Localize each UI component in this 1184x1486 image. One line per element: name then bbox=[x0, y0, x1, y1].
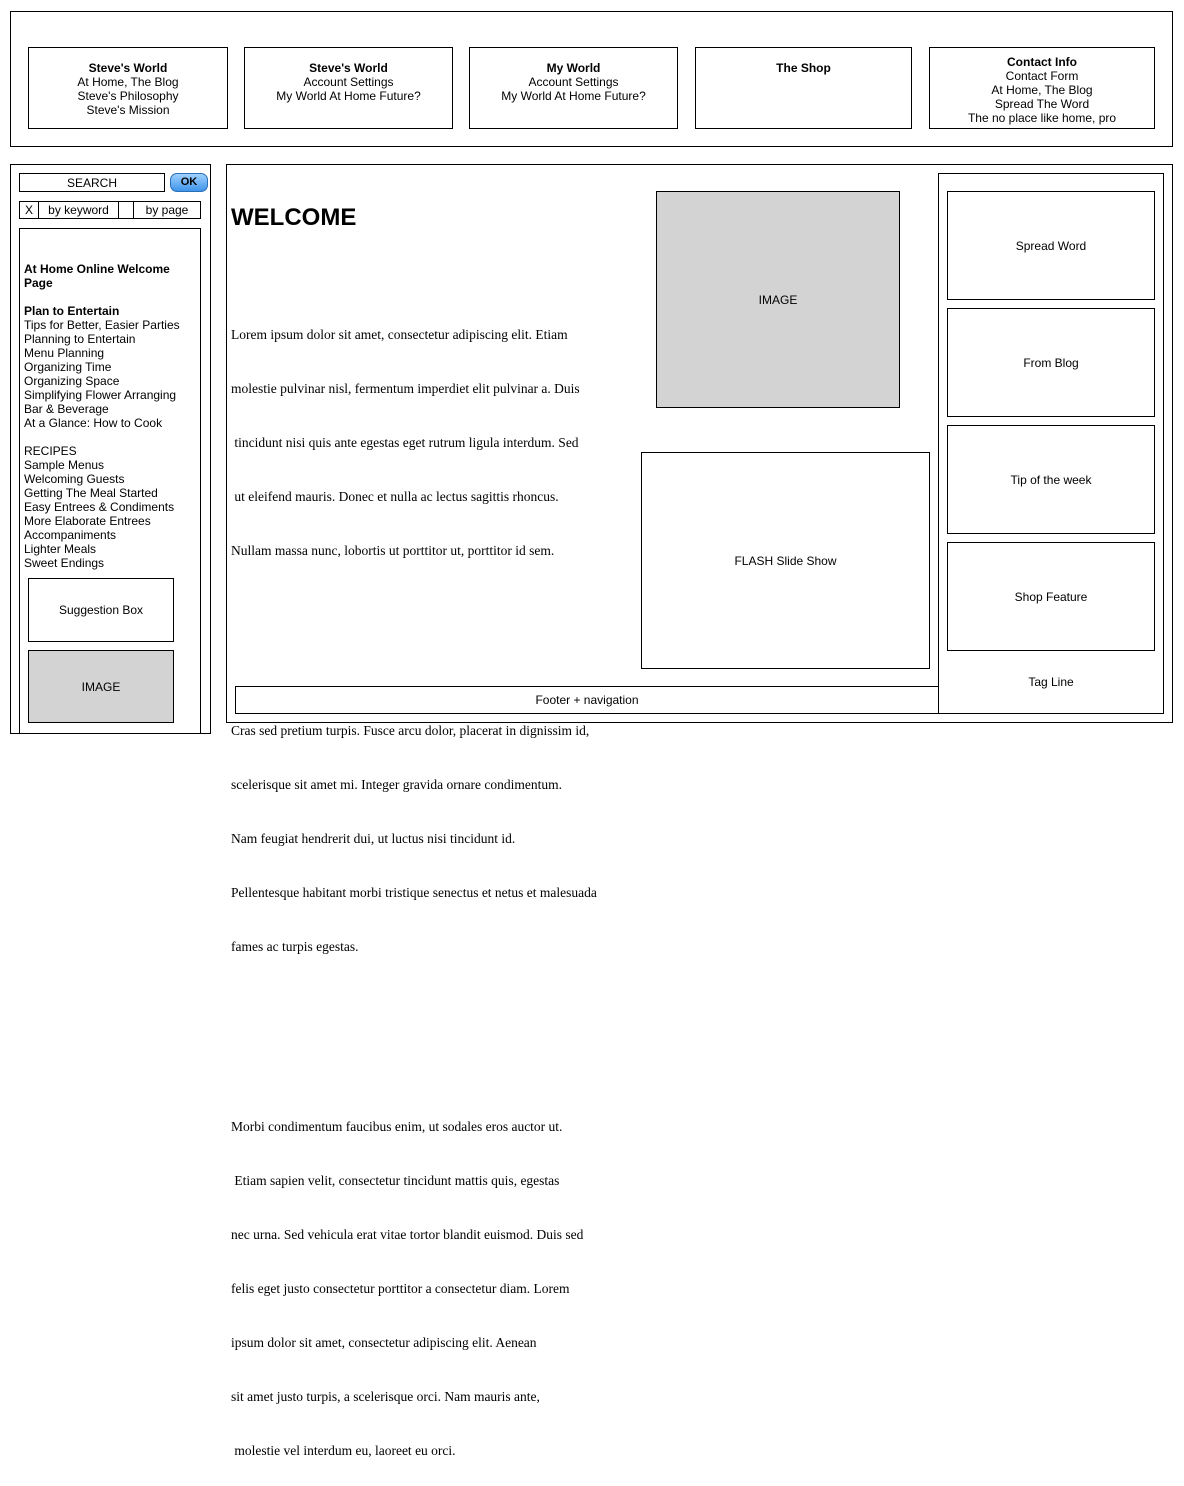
spread-word-box[interactable] bbox=[947, 191, 1155, 300]
by-page-label[interactable]: by page bbox=[145, 203, 189, 217]
search-ok-button[interactable]: OK bbox=[170, 173, 208, 192]
suggestion-box[interactable] bbox=[28, 578, 174, 642]
nav-my-world[interactable] bbox=[469, 47, 678, 129]
sidebar-heading-recipes: RECIPES bbox=[24, 444, 77, 458]
text-line: sit amet justo turpis, a scelerisque orci. Nam mauris ante, bbox=[231, 1389, 540, 1404]
nav-link[interactable]: Account Settings bbox=[303, 75, 394, 89]
close-icon[interactable]: X bbox=[24, 203, 33, 217]
search-clear-button[interactable] bbox=[19, 201, 39, 219]
sidebar-image-label: IMAGE bbox=[81, 679, 121, 694]
sidebar-item[interactable]: Lighter Meals bbox=[24, 542, 97, 556]
sidebar-item[interactable]: Organizing Space bbox=[24, 374, 120, 388]
main-image bbox=[656, 191, 900, 408]
nav-link[interactable]: Steve's Mission bbox=[86, 103, 170, 117]
text-line: Nullam massa nunc, lobortis ut porttitor ut, porttitor id sem. bbox=[231, 543, 555, 558]
text-line: Lorem ipsum dolor sit amet, consectetur adipiscing elit. Etiam bbox=[231, 327, 568, 342]
option-spacer bbox=[118, 201, 134, 219]
nav-link[interactable]: Account Settings bbox=[528, 75, 619, 89]
sidebar-item[interactable]: Sample Menus bbox=[24, 458, 105, 472]
article-body bbox=[231, 254, 651, 1486]
text-line: Etiam sapien velit, consectetur tincidunt mattis quis, egestas bbox=[231, 1173, 560, 1188]
nav-title[interactable]: The Shop bbox=[776, 61, 831, 75]
sidebar-item[interactable]: Welcoming Guests bbox=[24, 472, 125, 486]
nav-link[interactable]: Contact Form bbox=[1005, 69, 1079, 83]
paragraph bbox=[231, 290, 651, 596]
sidebar-item[interactable]: Sweet Endings bbox=[24, 556, 105, 570]
by-page-option[interactable] bbox=[133, 201, 201, 219]
nav-the-shop[interactable] bbox=[695, 47, 912, 129]
by-keyword-option[interactable] bbox=[38, 201, 119, 219]
text-line: molestie vel interdum eu, laoreet eu orci. bbox=[231, 1443, 456, 1458]
text-line: Morbi condimentum faucibus enim, ut sodales eros auctor ut. bbox=[231, 1119, 563, 1134]
paragraph bbox=[231, 686, 651, 992]
tip-of-week-box[interactable] bbox=[947, 425, 1155, 534]
sidebar-menu bbox=[24, 262, 199, 570]
search-label: SEARCH bbox=[66, 175, 117, 190]
sidebar-item[interactable]: Accompaniments bbox=[24, 528, 117, 542]
text-line: fames ac turpis egestas. bbox=[231, 939, 359, 954]
sidebar-item[interactable]: Planning to Entertain bbox=[24, 332, 136, 346]
sidebar-item[interactable]: Menu Planning bbox=[24, 346, 105, 360]
nav-title[interactable]: Steve's World bbox=[309, 61, 388, 75]
nav-title[interactable]: Contact Info bbox=[1007, 55, 1077, 69]
spread-word-label: Spread Word bbox=[1015, 238, 1087, 253]
text-line: Pellentesque habitant morbi tristique senectus et netus et malesuada bbox=[231, 885, 597, 900]
footer-navigation[interactable] bbox=[235, 686, 939, 714]
nav-link[interactable]: My World At Home Future? bbox=[501, 89, 646, 103]
text-line: ipsum dolor sit amet, consectetur adipiscing elit. Aenean bbox=[231, 1335, 537, 1350]
tip-label: Tip of the week bbox=[1010, 472, 1092, 487]
sidebar-image bbox=[28, 650, 174, 723]
sidebar-welcome-link[interactable]: At Home Online Welcome Page bbox=[24, 262, 170, 290]
sidebar-item[interactable]: Getting The Meal Started bbox=[24, 486, 158, 500]
sidebar-item[interactable]: More Elaborate Entrees bbox=[24, 514, 151, 528]
from-blog-box[interactable] bbox=[947, 308, 1155, 417]
nav-contact-info[interactable] bbox=[929, 47, 1155, 129]
text-line: felis eget justo consectetur porttitor a consectetur diam. Lorem bbox=[231, 1281, 570, 1296]
tag-line-label: Tag Line bbox=[1028, 675, 1074, 689]
nav-link[interactable]: At Home, The Blog bbox=[77, 75, 179, 89]
nav-steves-world-blog[interactable] bbox=[28, 47, 228, 129]
sidebar-heading-entertain: Plan to Entertain bbox=[24, 304, 120, 318]
by-keyword-label[interactable]: by keyword bbox=[48, 203, 109, 217]
nav-title[interactable]: My World bbox=[546, 61, 601, 75]
sidebar-item[interactable]: Simplifying Flower Arranging bbox=[24, 388, 177, 402]
text-line: Cras sed pretium turpis. Fusce arcu dolor, placerat in dignissim id, bbox=[231, 723, 590, 738]
nav-link[interactable]: The no place like home, pro bbox=[967, 111, 1117, 125]
nav-link[interactable]: My World At Home Future? bbox=[276, 89, 421, 103]
sidebar-item[interactable]: Organizing Time bbox=[24, 360, 112, 374]
tag-line bbox=[947, 672, 1155, 692]
text-line: scelerisque sit amet mi. Integer gravida ornare condimentum. bbox=[231, 777, 563, 792]
shop-feature-label: Shop Feature bbox=[1014, 589, 1088, 604]
sidebar-item[interactable]: Easy Entrees & Condiments bbox=[24, 500, 175, 514]
flash-slideshow[interactable] bbox=[641, 452, 930, 669]
flash-label: FLASH Slide Show bbox=[734, 553, 837, 568]
nav-steves-world-account[interactable] bbox=[244, 47, 453, 129]
text-line: tincidunt nisi quis ante egestas eget rutrum ligula interdum. Sed bbox=[231, 435, 579, 450]
text-line: nec urna. Sed vehicula erat vitae tortor blandit euismod. Duis sed bbox=[231, 1227, 584, 1242]
nav-link[interactable]: Steve's Philosophy bbox=[77, 89, 179, 103]
shop-feature-box[interactable] bbox=[947, 542, 1155, 651]
sidebar-item[interactable]: Bar & Beverage bbox=[24, 402, 109, 416]
nav-link[interactable]: Spread The Word bbox=[994, 97, 1090, 111]
nav-title[interactable]: Steve's World bbox=[88, 61, 168, 75]
text-line: Nam feugiat hendrerit dui, ut luctus nisi tincidunt id. bbox=[231, 831, 516, 846]
search-input[interactable] bbox=[19, 173, 165, 192]
text-line: ut eleifend mauris. Donec et nulla ac lectus sagittis rhoncus. bbox=[231, 489, 559, 504]
nav-link[interactable]: At Home, The Blog bbox=[991, 83, 1093, 97]
from-blog-label: From Blog bbox=[1023, 355, 1079, 370]
suggestion-label: Suggestion Box bbox=[58, 603, 144, 617]
page-title: WELCOME bbox=[231, 204, 357, 231]
footer-label: Footer + navigation bbox=[535, 693, 639, 707]
paragraph bbox=[231, 1082, 651, 1486]
main-image-label: IMAGE bbox=[758, 292, 798, 307]
sidebar-item[interactable]: At a Glance: How to Cook bbox=[24, 416, 163, 430]
text-line: molestie pulvinar nisl, fermentum imperdiet elit pulvinar a. Duis bbox=[231, 381, 580, 396]
sidebar-item[interactable]: Tips for Better, Easier Parties bbox=[24, 318, 180, 332]
